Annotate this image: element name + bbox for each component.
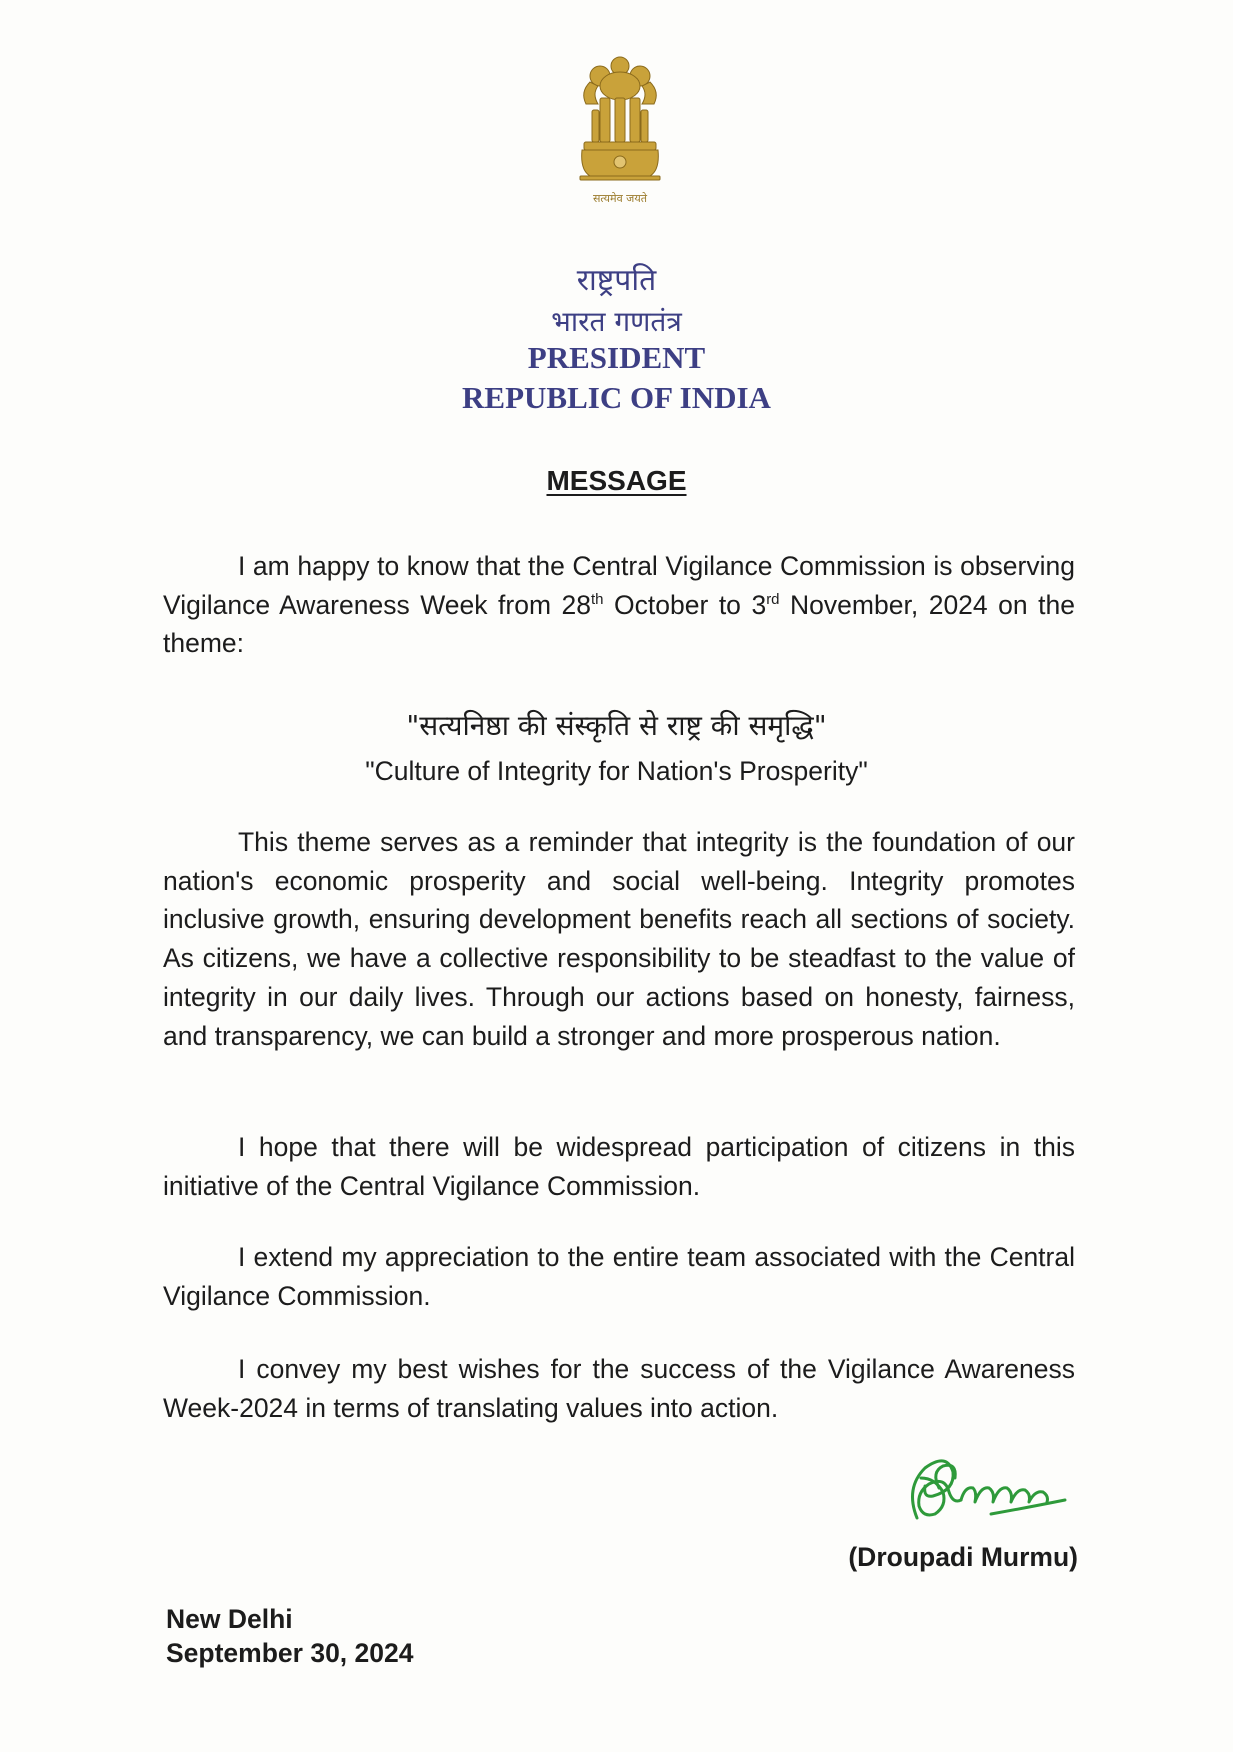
national-emblem-icon (570, 52, 670, 222)
theme-english: "Culture of Integrity for Nation's Prosperity" (365, 756, 868, 786)
paragraph-appreciation: I extend my appreciation to the entire team associated with the Central Vigilance Commission. (163, 1242, 1075, 1311)
paragraph-participation: I hope that there will be widespread participation of citizens in this initiative of the Central Vigilance Commission. (163, 1132, 1075, 1201)
letterhead-english-subtitle: REPUBLIC OF INDIA (462, 380, 771, 415)
paragraph-intro-text-2: October to 3 (603, 589, 767, 620)
paragraph-best-wishes: I convey my best wishes for the success of the Vigilance Awareness Week-2024 in terms of translating values into action. (163, 1354, 1075, 1423)
ordinal-suffix-th: th (591, 590, 604, 608)
letterhead-english-title: PRESIDENT (527, 340, 706, 375)
handwritten-signature (895, 1448, 1080, 1533)
letterhead-hindi-subtitle: भारत गणतंत्र (551, 305, 682, 338)
message-heading: MESSAGE (546, 465, 687, 496)
paragraph-intro-text-3: November, 2024 on the theme: (163, 589, 1075, 659)
date-of-issue: September 30, 2024 (166, 1638, 414, 1668)
ordinal-suffix-rd: rd (766, 590, 780, 608)
signatory-name: (Droupadi Murmu) (848, 1542, 1078, 1572)
paragraph-intro (163, 547, 1075, 663)
emblem-motto: सत्यमेव जयते (592, 192, 648, 205)
paragraph-intro-text-1: I am happy to know that the Central Vigilance Commission is observing Vigilance Awareness Week from 28 (163, 551, 1075, 620)
place-of-issue: New Delhi (166, 1604, 293, 1634)
letterhead-hindi-title: राष्ट्रपति (576, 263, 657, 298)
theme-hindi: "सत्यनिष्ठा की संस्कृति से राष्ट्र की समृद्धि" (406, 709, 827, 742)
paragraph-theme-explanation: This theme serves as a reminder that integrity is the foundation of our nation's economic prosperity and social well-being. Integrity promotes inclusive growth, ensuring development benefits reach all sections of society. As citizens, we have a collective responsibility to be steadfast to the value of integrity in our daily lives. Through our actions based on honesty, fairness, and transparency, we can build a stronger and more prosperous nation. (163, 827, 1075, 1051)
